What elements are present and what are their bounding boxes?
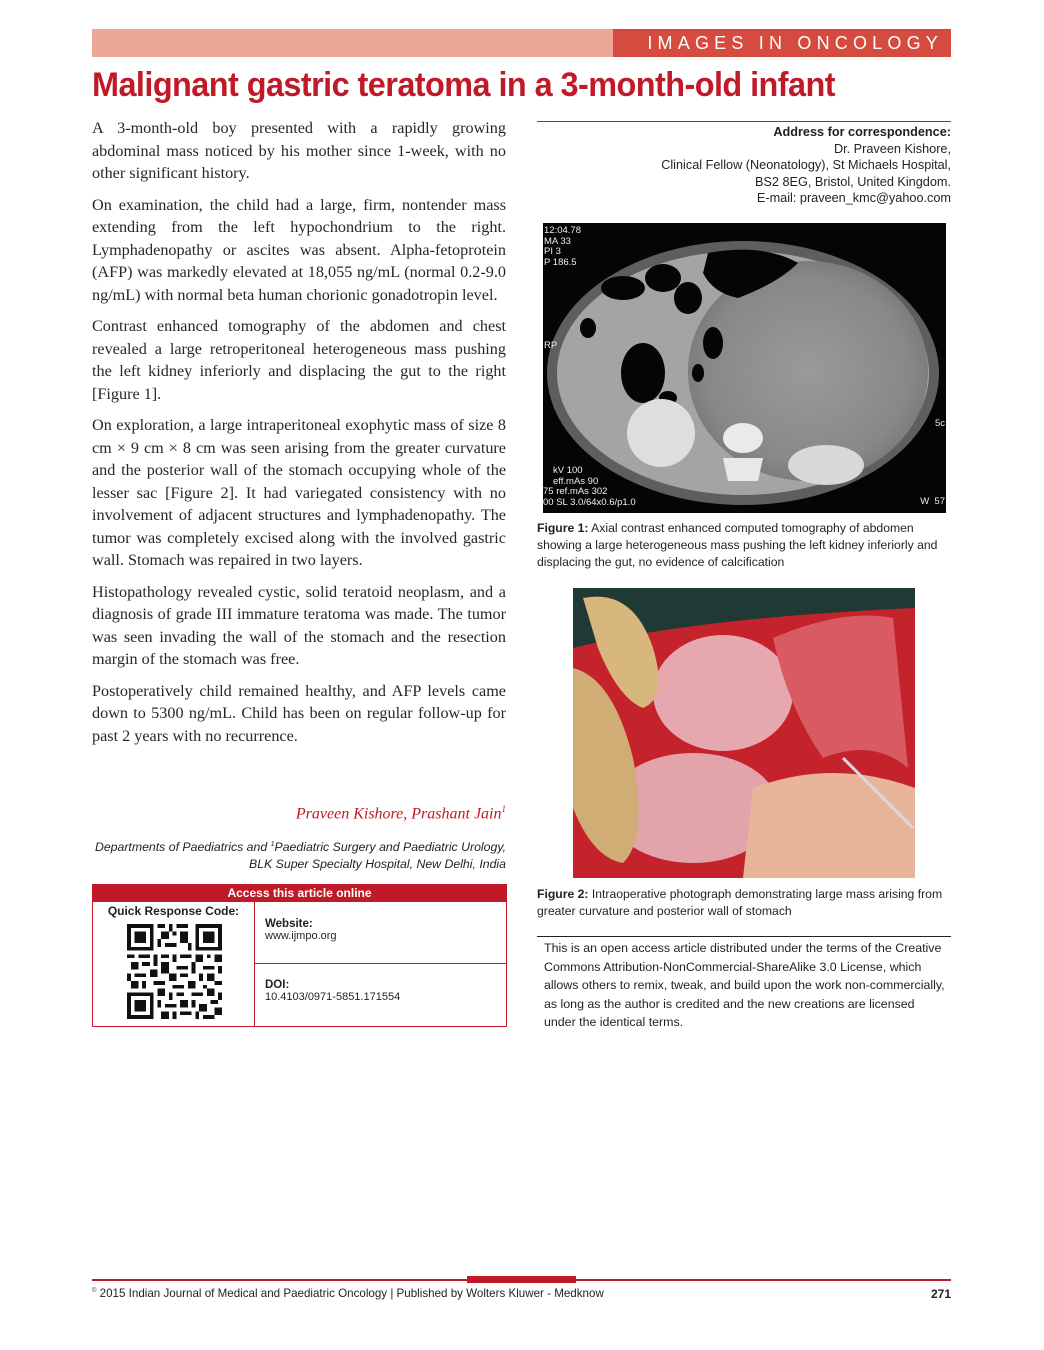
ct-overlay-text: 00 SL 3.0/64x0.6/p1.0 [543, 496, 636, 508]
figure-1-caption [537, 520, 953, 571]
access-heading: Access this article online [93, 885, 506, 902]
correspondence-email[interactable]: E-mail: praveen_kmc@yahoo.com [756, 191, 951, 206]
license-notice: This is an open access article distributed under the terms of the Creative Commons Attribution-NonCommercial-ShareAlike 3.0 License, which allows others to remix, tweak, and build upon the work non-commercially, as long as the author is credited and the new creations are licensed under the identical terms. [544, 941, 945, 1029]
doi-link[interactable]: 10.4103/0971-5851.171554 [265, 991, 401, 1003]
ct-overlay-text: P 186.5 [544, 256, 577, 268]
correspondence-block [537, 124, 951, 207]
right-kidney [627, 399, 695, 467]
page-number: 271 [930, 1287, 951, 1301]
qr-cell [93, 902, 255, 1026]
website-label: Website: [265, 918, 313, 930]
ct-overlay-text: eff.mAs 90 [553, 475, 599, 487]
gas-bubble [580, 318, 596, 338]
author-superscript: 1 [501, 804, 506, 814]
ct-overlay-text: MA 33 [544, 235, 571, 247]
article-body [92, 117, 506, 756]
correspondence-line: BS2 8EG, Bristol, United Kingdom. [754, 174, 951, 189]
figure-2-caption-text: Intraoperative photograph demonstrating large mass arising from greater curvature and posterior wall of stomach [537, 887, 943, 918]
body-paragraph: Histopathology revealed cystic, solid teratoid neoplasm, and a diagnosis of grade III immature teratoma was made. The tumor was seen invading the wall of the stomach and the resection margin of the stomach was free. [92, 582, 506, 668]
footer-citation [92, 1287, 604, 1300]
aorta [723, 423, 763, 453]
ct-overlay-bottom-left [543, 466, 636, 508]
figure-1-label: Figure 1: [537, 521, 589, 535]
footer-citation-text: 2015 Indian Journal of Medical and Paediatric Oncology | Published by Wolters Kluwer - Medknow [96, 1287, 604, 1300]
ct-overlay-text: 75 ref.mAs 302 [543, 486, 608, 497]
affiliation-text: Paediatric Surgery and Paediatric Urology, BLK Super Specialty Hospital, New Delhi, India [249, 840, 506, 872]
gas-bubble [601, 276, 645, 300]
intraoperative-photo-graphic [573, 588, 915, 878]
tumor-mass [653, 635, 793, 751]
correspondence-divider [537, 121, 951, 122]
website-cell [255, 902, 506, 964]
gas-bubble [703, 327, 723, 359]
gas-bubble [692, 364, 704, 382]
copyright-icon: © [92, 1288, 97, 1295]
ct-overlay-text: PI 3 [544, 246, 561, 257]
left-kidney [788, 445, 864, 485]
access-online-box [92, 884, 507, 1027]
affiliation-superscript: 1 [270, 841, 275, 848]
author-affiliation [92, 836, 506, 873]
section-label: IMAGES IN ONCOLOGY [613, 29, 951, 57]
doi-label: DOI: [265, 979, 290, 991]
author-names [92, 804, 506, 823]
ct-overlay-right-mid: 5c [934, 418, 945, 429]
section-header-bar [92, 29, 951, 57]
figure-1-caption-text: Axial contrast enhanced computed tomography of abdomen showing a large heterogeneous mass pushing the left kidney inferiorly and displacing the gut, no evidence of calcification [537, 521, 938, 569]
website-link[interactable]: www.ijmpo.org [265, 930, 337, 942]
vertebra [723, 458, 763, 481]
body-paragraph: Contrast enhanced tomography of the abdomen and chest revealed a large retroperitoneal heterogeneous mass pushing the left kidney inferiorly and displacing the gut to the right [Figure 1]. [92, 317, 506, 403]
doi-cell [255, 964, 506, 1026]
affiliation-text: Departments of Paediatrics and [94, 840, 271, 855]
license-divider [537, 936, 951, 937]
figure-2-photo [573, 588, 915, 878]
ct-overlay-left-mid: RP [544, 340, 558, 351]
correspondence-heading: Address for correspondence: [773, 125, 951, 139]
ct-overlay-top-left [544, 226, 581, 268]
author-names-text: Praveen Kishore, Prashant Jain [295, 805, 502, 823]
gas-bubble [674, 282, 702, 314]
ct-overlay-text: 12:04.78 [544, 225, 581, 236]
qr-label: Quick Response Code: [107, 904, 240, 918]
body-paragraph: Postoperatively child remained healthy, and AFP levels came down to 5300 ng/mL. Child has been on regular follow-up for past 2 years with no recurrence. [92, 681, 506, 745]
figure-2-label: Figure 2: [537, 887, 589, 901]
ct-overlay-bottom-right: W 57 [920, 496, 945, 507]
body-paragraph: On examination, the child had a large, firm, nontender mass extending from the left hypochondrium to the right. Lymphadenopathy or ascites was absent. Alpha-fetoprotein (AFP) was markedly elevated at 18,055 ng/mL (normal 0.2-9.0 ng/mL) with normal beta human chorionic gonadotropin level. [92, 195, 506, 304]
body-paragraph: On exploration, a large intraperitoneal exophytic mass of size 8 cm × 9 cm × 8 cm was seen arising from the greater curvature and the posterior wall of the stomach occupying whole of the lesser sac [Figure 2]. It had variegated consistency with no involvement of adjacent structures and lymphadenopathy. The tumor was completely excised along with the involved gastric wall. Stomach was repaired in two layers. [92, 416, 506, 569]
gas-bubble [621, 343, 665, 403]
body-paragraph: A 3-month-old boy presented with a rapidly growing abdominal mass noticed by his mother since 1-week, with no other significant history. [92, 119, 506, 182]
figure-1-ct-image [543, 223, 946, 513]
article-title: Malignant gastric teratoma in a 3-month-old infant [92, 66, 835, 104]
footer-accent-tab [467, 1276, 576, 1283]
figure-2-caption [537, 886, 953, 920]
ct-overlay-text: kV 100 [553, 465, 583, 476]
correspondence-line: Dr. Praveen Kishore, [833, 141, 951, 156]
gas-bubble [645, 264, 681, 292]
gauze [743, 773, 915, 878]
qr-code-icon[interactable] [127, 924, 222, 1019]
correspondence-line: Clinical Fellow (Neonatology), St Michaels Hospital, [661, 158, 951, 173]
